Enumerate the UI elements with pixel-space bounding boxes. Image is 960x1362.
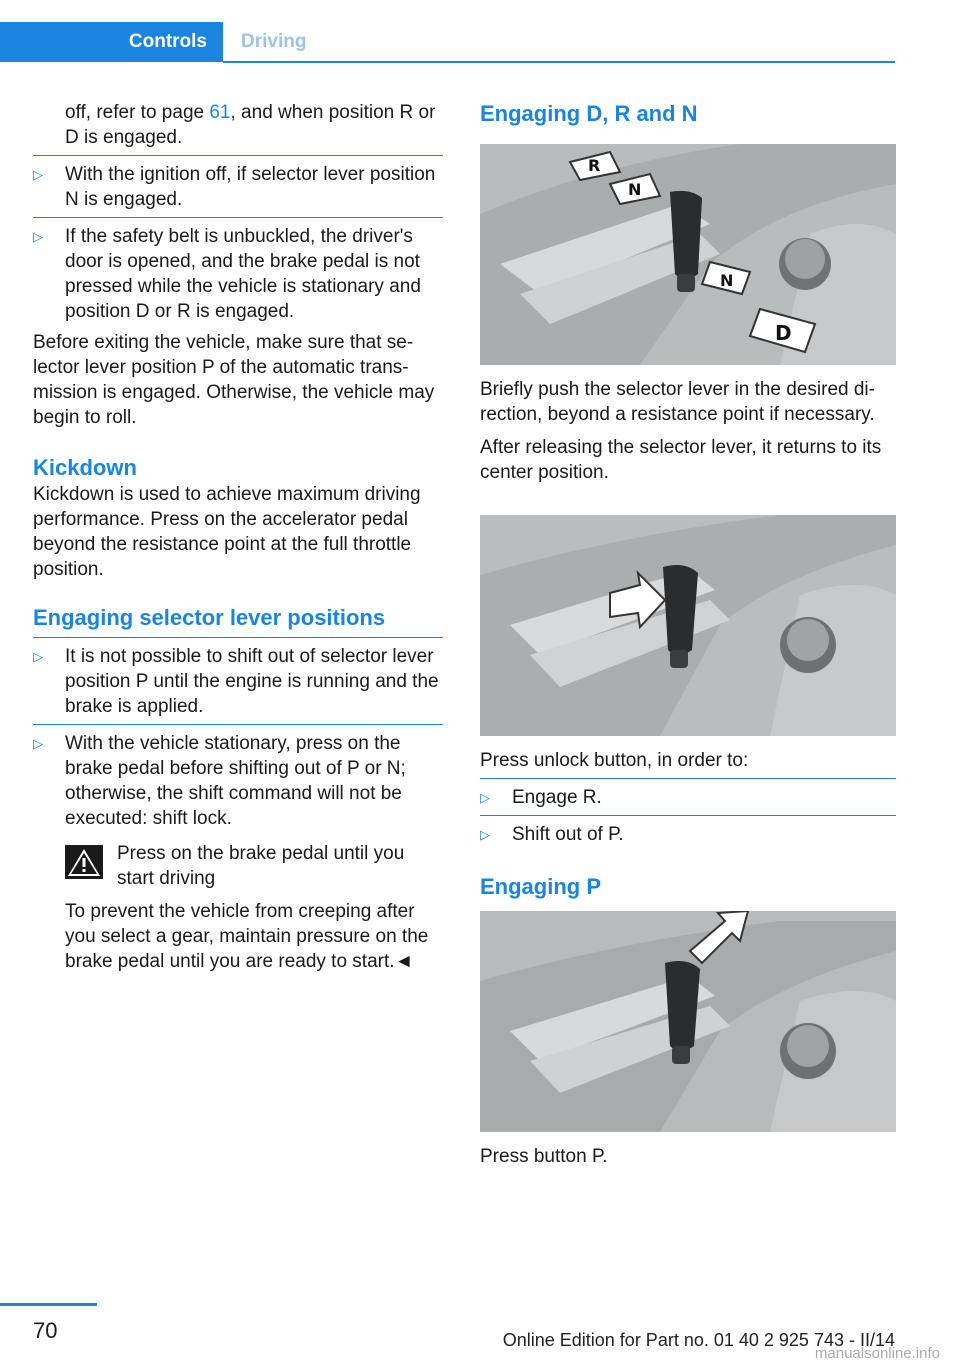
list-item-text: With the ignition off, if selector lever position N is engaged. bbox=[65, 164, 436, 210]
list-item-text: Engage R. bbox=[512, 787, 602, 808]
page-number: 70 bbox=[33, 1318, 58, 1343]
intro-post: , and when position R or D is engaged. bbox=[65, 102, 436, 148]
warning-title: Press on the brake pedal until you start driving bbox=[117, 843, 405, 889]
bullet-triangle-icon: ▷ bbox=[480, 790, 490, 805]
engaging-heading: Engaging selector lever positions bbox=[33, 605, 386, 630]
list-item-text: If the safety belt is unbuckled, the driver's door is opened, and the brake pedal is not pressed while the vehicle is stationary and position D or R is engaged. bbox=[65, 226, 421, 322]
list-item-text: It is not possible to shift out of selector lever position P until the engine is running and the brake is applied. bbox=[65, 646, 439, 717]
page-link[interactable]: 61 bbox=[209, 102, 231, 123]
warning-paragraph: To prevent the vehicle from creeping after you select a gear, maintain pressure on the brake pedal until you are ready to start.◄ bbox=[65, 901, 429, 972]
list-item bbox=[33, 224, 443, 324]
bullet-triangle-icon: ▷ bbox=[33, 649, 43, 664]
divider bbox=[33, 155, 443, 156]
intro-pre: off, refer to page bbox=[65, 102, 210, 123]
brief-push-paragraph: Briefly push the selector lever in the desired direction, beyond a resistance point if necessary. bbox=[480, 379, 875, 425]
release-paragraph: After releasing the selector lever, it returns to its center position. bbox=[480, 437, 882, 483]
divider bbox=[480, 815, 896, 816]
divider bbox=[480, 778, 896, 779]
svg-text:D: D bbox=[775, 321, 792, 345]
divider bbox=[33, 724, 443, 725]
button-p-image bbox=[480, 911, 896, 1132]
list-item-text: With the vehicle stationary, press on the brake pedal before shifting out of P or N; otherwise, the shift command will not be executed: shift lock. bbox=[65, 733, 406, 829]
divider bbox=[33, 217, 443, 218]
exit-paragraph: Before exiting the vehicle, make sure that selector lever position P of the automatic transmission is engaged. Otherwise, the vehicle may begin to roll. bbox=[33, 332, 435, 428]
divider bbox=[33, 637, 443, 638]
svg-text:R: R bbox=[588, 156, 601, 175]
bullet-triangle-icon: ▷ bbox=[33, 229, 43, 244]
unlock-button-image bbox=[480, 515, 896, 736]
warning-triangle-icon bbox=[65, 841, 117, 891]
list-item bbox=[33, 162, 443, 212]
right-column bbox=[480, 100, 896, 1169]
list-item bbox=[33, 731, 443, 831]
unlock-paragraph: Press unlock button, in order to: bbox=[480, 750, 749, 771]
edition-note: Online Edition for Part no. 01 40 2 925 743 - II/14 bbox=[502, 1330, 895, 1350]
tab-driving[interactable]: Driving bbox=[241, 31, 307, 52]
footer-rule bbox=[0, 1303, 97, 1306]
list-item-text: Shift out of P. bbox=[512, 824, 624, 845]
left-column bbox=[33, 100, 443, 974]
tab-controls[interactable]: Controls bbox=[0, 22, 223, 62]
engaging-drn-heading: Engaging D, R and N bbox=[480, 101, 698, 126]
bullet-triangle-icon: ▷ bbox=[33, 167, 43, 182]
bullet-triangle-icon: ▷ bbox=[33, 736, 43, 751]
bullet-triangle-icon: ▷ bbox=[480, 827, 490, 842]
warning-box bbox=[33, 841, 443, 891]
list-item bbox=[480, 785, 896, 810]
watermark: manualsonline.info bbox=[814, 1345, 940, 1362]
press-button-p-paragraph: Press button P. bbox=[480, 1146, 608, 1167]
kickdown-heading: Kickdown bbox=[33, 455, 137, 480]
selector-lever-drn-image bbox=[480, 144, 896, 365]
list-item bbox=[33, 644, 443, 719]
kickdown-paragraph: Kickdown is used to achieve maximum driving performance. Press on the accelerator pedal beyond the resistance point at the full throttle position. bbox=[33, 484, 421, 580]
header-tabs bbox=[0, 0, 895, 62]
intro-paragraph bbox=[33, 100, 443, 150]
svg-text:N: N bbox=[720, 271, 734, 290]
list-item bbox=[480, 822, 896, 847]
svg-text:N: N bbox=[628, 180, 642, 199]
engaging-p-heading: Engaging P bbox=[480, 874, 601, 899]
header-rule bbox=[223, 61, 895, 63]
